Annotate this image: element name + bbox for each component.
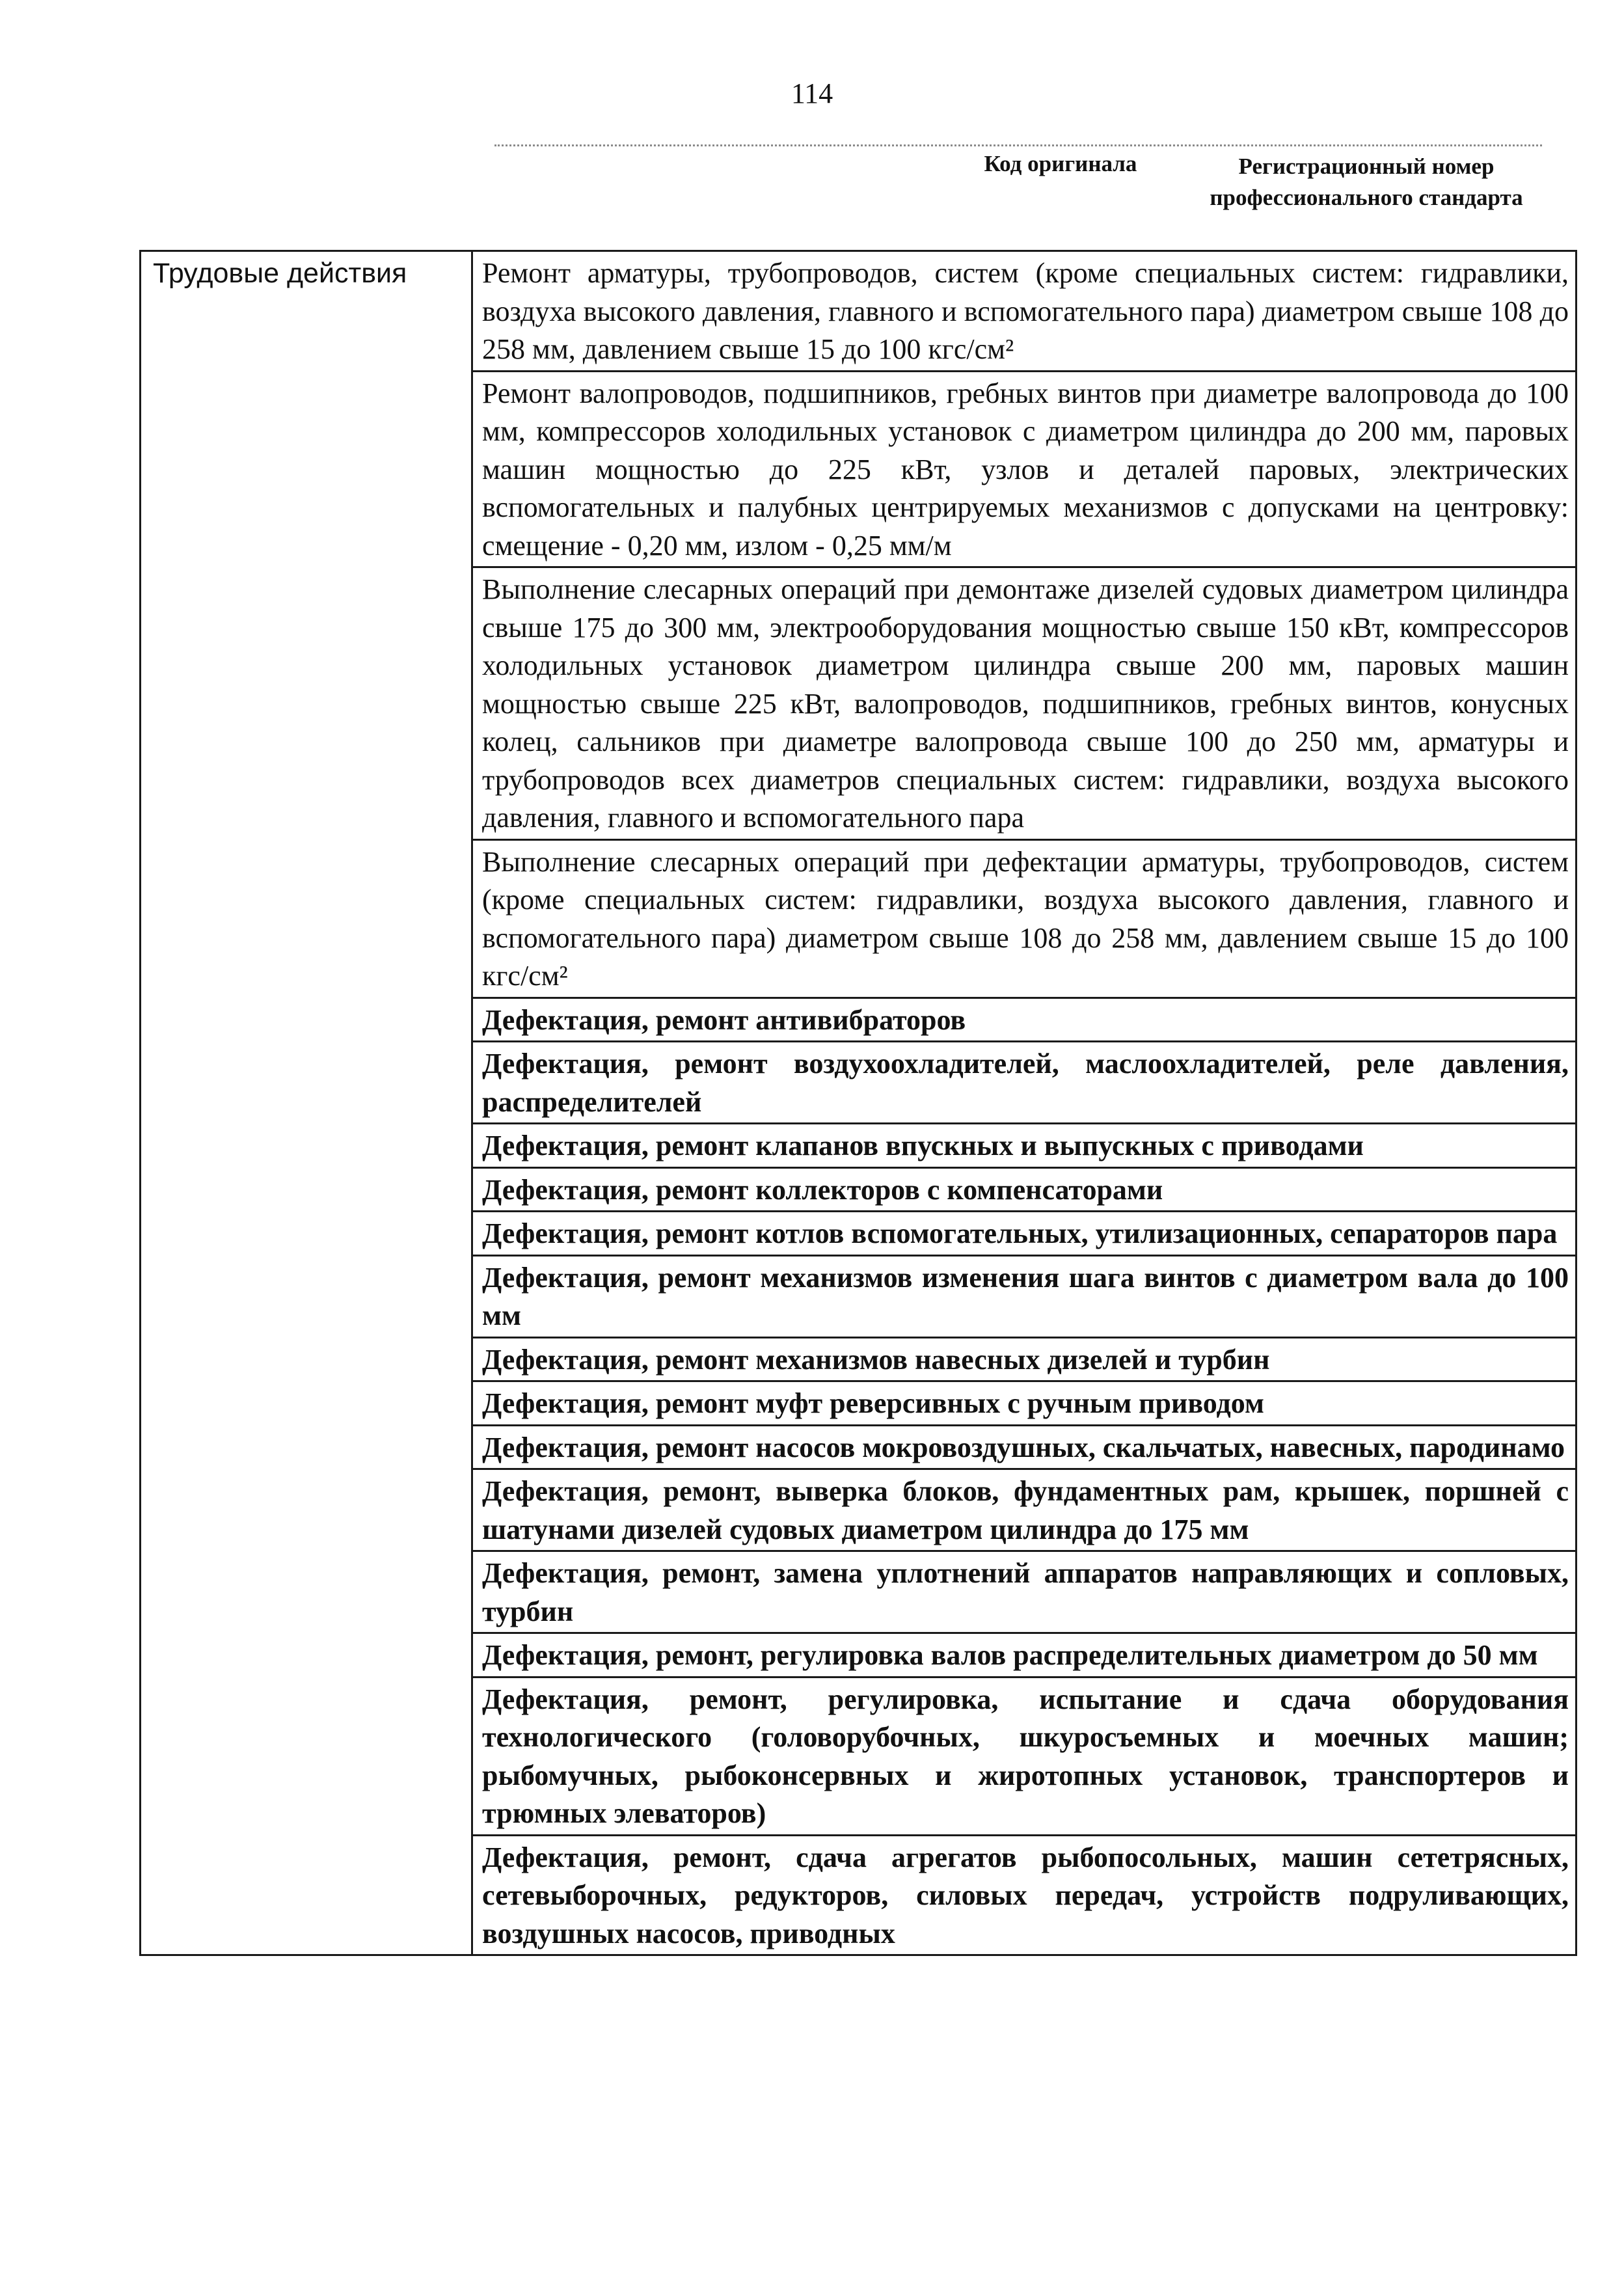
labor-actions-table <box>139 250 1577 1956</box>
page-number: 114 <box>791 77 833 109</box>
labor-action-cell: Дефектация, ремонт механизмов навесных дизелей и турбин <box>472 1337 1577 1381</box>
registration-number-label: Регистрационный номер профессионального стандарта <box>1210 154 1523 210</box>
table-row <box>141 251 1577 372</box>
labor-action-cell: Дефектация, ремонт механизмов изменения шага винтов с диаметром вала до 100 мм <box>472 1255 1577 1337</box>
labor-action-cell: Дефектация, ремонт, регулировка, испытание и сдача оборудования технологического (головорубочных, шкуросъемных и моечных машин; рыбомучных, рыбоконсервных и жиротопных установок, транспортеров и трюмных элеваторов) <box>472 1677 1577 1835</box>
header-divider <box>494 144 1542 146</box>
labor-action-cell: Дефектация, ремонт, выверка блоков, фундаментных рам, крышек, поршней с шатунами дизелей судовых диаметром цилиндра до 175 мм <box>472 1469 1577 1551</box>
labor-action-cell: Дефектация, ремонт воздухоохладителей, маслоохладителей, реле давления, распределителей <box>472 1042 1577 1124</box>
labor-action-cell: Выполнение слесарных операций при дефектации арматуры, трубопроводов, систем (кроме специальных систем: гидравлики, воздуха высокого давления, главного и вспомогательного пара) диаметром свыше 108 до 258 мм, давлением свыше 15 до 100 кгс/см² <box>472 839 1577 998</box>
labor-action-cell: Дефектация, ремонт, замена уплотнений аппаратов направляющих и сопловых, турбин <box>472 1551 1577 1633</box>
labor-actions-table-body <box>141 251 1577 1955</box>
labor-action-cell: Дефектация, ремонт, регулировка валов распределительных диаметром до 50 мм <box>472 1633 1577 1678</box>
labor-action-cell: Дефектация, ремонт, сдача агрегатов рыбопосольных, машин сететрясных, сетевыборочных, редукторов, силовых передач, устройств подруливающих, воздушных насосов, приводных <box>472 1835 1577 1955</box>
labor-action-cell: Выполнение слесарных операций при демонтаже дизелей судовых диаметром цилиндра свыше 175 до 300 мм, электрооборудования мощностью свыше 150 кВт, компрессоров холодильных установок диаметром цилиндра свыше 200 мм, паровых машин мощностью свыше 225 кВт, валопроводов, подшипников, гребных винтов, конусных колец, сальников при диаметре валопровода свыше 100 до 250 мм, арматуры и трубопроводов всех диаметров специальных систем: гидравлики, воздуха высокого давления, главного и вспомогательного пара <box>472 567 1577 840</box>
labor-action-cell: Дефектация, ремонт коллекторов с компенсаторами <box>472 1167 1577 1212</box>
labor-action-cell: Дефектация, ремонт муфт реверсивных с ручным приводом <box>472 1381 1577 1426</box>
labor-action-cell: Ремонт арматуры, трубопроводов, систем (кроме специальных систем: гидравлики, воздуха высокого давления, главного и вспомогательного пара) диаметром свыше 108 до 258 мм, давлением свыше 15 до 100 кгс/см² <box>472 251 1577 372</box>
labor-action-cell: Дефектация, ремонт насосов мокровоздушных, скальчатых, навесных, пародинамо <box>472 1425 1577 1469</box>
labor-action-cell: Дефектация, ремонт антивибраторов <box>472 998 1577 1042</box>
labor-action-cell: Дефектация, ремонт клапанов впускных и выпускных с приводами <box>472 1124 1577 1168</box>
row-label-cell: Трудовые действия <box>141 251 472 1955</box>
labor-action-cell: Ремонт валопроводов, подшипников, гребных винтов при диаметре валопровода до 100 мм, компрессоров холодильных установок с диаметром цилиндра до 200 мм, паровых машин мощностью до 225 кВт, узлов и деталей паровых, электрических вспомогательных и палубных центрируемых механизмов с допусками на центровку: смещение - 0,20 мм, излом - 0,25 мм/м <box>472 371 1577 567</box>
original-code-label: Код оригинала <box>984 151 1137 176</box>
labor-action-cell: Дефектация, ремонт котлов вспомогательных, утилизационных, сепараторов пара <box>472 1212 1577 1256</box>
